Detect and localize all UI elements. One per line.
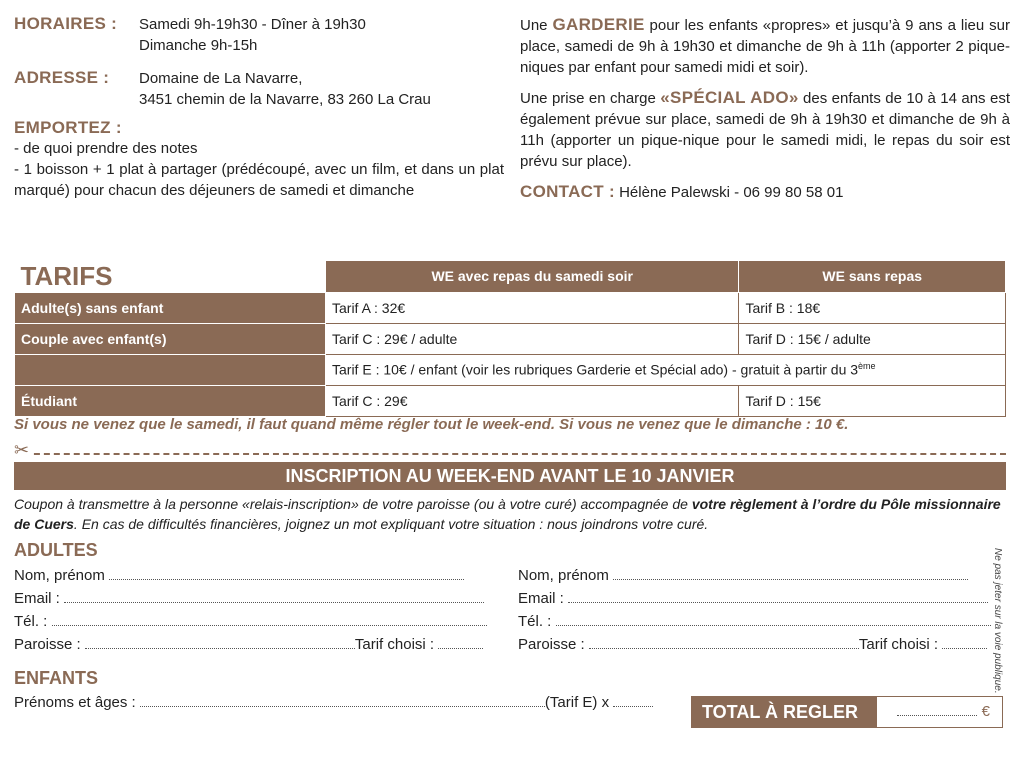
col-header-with-meal: WE avec repas du samedi soir <box>326 261 739 293</box>
side-note: Ne pas jeter sur la voie publique. <box>992 548 1003 694</box>
nom-field-1[interactable] <box>109 565 464 580</box>
total-box <box>691 696 1003 752</box>
enfants-title: ENFANTS <box>14 668 99 688</box>
row-label: Couple avec enfant(s) <box>15 323 326 354</box>
tel-field-2[interactable] <box>556 611 991 626</box>
total-label: TOTAL À REGLER : <box>692 697 877 727</box>
tarif-field-1[interactable] <box>438 634 483 649</box>
coupon-text: Coupon à transmettre à la personne «relais-inscription» de votre paroisse (ou à votre curé) accompagnée de votre règlement à l’ordre du Pôle missionnaire de Cuers. En cas de difficultés financières, joignez un mot expliquant votre situation : nous joindrons votre curé. <box>14 496 1001 532</box>
tarifs-title: TARIFS <box>20 260 113 291</box>
tariff-row <box>15 323 1006 354</box>
tariff-cell: Tarif D : 15€ / adulte <box>739 323 1006 354</box>
tariff-cell: Tarif B : 18€ <box>739 292 1006 323</box>
ado-paragraph: Une prise en charge «SPÉCIAL ADO» des enfants de 10 à 14 ans est également prévue sur place, samedi de 9h à 19h30 et dimanche de 9h à 11h (apporter un pique-nique pour le samedi midi, le repas du soir est prévu sur place). <box>520 88 1010 170</box>
tariff-cell: Tarif C : 29€ / adulte <box>326 323 739 354</box>
scissors-icon: ✂ <box>14 440 33 461</box>
weekend-note: Si vous ne venez que le samedi, il faut quand même régler tout le week-end. Si vous ne venez que le dimanche : 10 €. <box>14 416 849 433</box>
tarif-e-count-field[interactable] <box>613 692 653 707</box>
tariff-row <box>15 385 1006 416</box>
paroisse-field-1[interactable] <box>85 634 355 649</box>
info-right <box>520 14 1010 203</box>
tariff-cell: Tarif D : 15€ <box>739 385 1006 416</box>
ado-keyword: «SPÉCIAL ADO» <box>660 88 799 107</box>
contact-text: Hélène Palewski - 06 99 80 58 01 <box>619 184 844 201</box>
horaires-row <box>14 14 504 56</box>
email-field-2[interactable] <box>568 588 988 603</box>
horaires-label: HORAIRES : <box>14 14 118 33</box>
col-header-no-meal: WE sans repas <box>739 261 1006 293</box>
tariff-cell: Tarif A : 32€ <box>326 292 739 323</box>
enfants-line: Prénoms et âges : (Tarif E) x <box>14 691 653 714</box>
tarif-field-2[interactable] <box>942 634 987 649</box>
row-label: Étudiant <box>15 385 326 416</box>
horaires-line1: Samedi 9h-19h30 - Dîner à 19h30 <box>139 16 366 33</box>
emportez-label: EMPORTEZ : <box>14 118 122 137</box>
tariff-table <box>14 260 1006 417</box>
total-field[interactable]: € <box>877 697 1002 727</box>
nom-field-2[interactable] <box>613 565 968 580</box>
garderie-keyword: GARDERIE <box>552 15 645 34</box>
tel-field-1[interactable] <box>52 611 487 626</box>
paroisse-field-2[interactable] <box>589 634 859 649</box>
inscription-title: INSCRIPTION AU WEEK-END AVANT LE 10 JANVIER <box>14 462 1006 490</box>
adresse-line2: 3451 chemin de la Navarre, 83 260 La Crau <box>139 91 431 108</box>
contact-label: CONTACT : <box>520 182 615 201</box>
horaires-line2: Dimanche 9h-15h <box>139 37 258 54</box>
adresse-label: ADRESSE : <box>14 68 110 87</box>
info-left <box>14 14 504 201</box>
adult-form-1: Nom, prénom Email : Tél. : Paroisse : Tarif choisi : <box>14 564 494 656</box>
adult-form-2: Nom, prénom Email : Tél. : Paroisse : Tarif choisi : <box>518 564 998 656</box>
row-label: Adulte(s) sans enfant <box>15 292 326 323</box>
adresse-row <box>14 68 504 110</box>
tariff-row <box>15 292 1006 323</box>
adultes-title: ADULTES <box>14 540 98 560</box>
tariff-cell: Tarif C : 29€ <box>326 385 739 416</box>
emportez-line1: - de quoi prendre des notes <box>14 140 198 157</box>
emportez-block <box>14 118 504 201</box>
contact-line <box>520 181 1010 203</box>
garderie-paragraph: Une GARDERIE pour les enfants «propres» et jusqu’à 9 ans a lieu sur place, samedi de 9h à 19h30 et dimanche de 9h à 11h (apporter 2 pique-niques par enfant pour samedi midi et soir). <box>520 15 1011 76</box>
tariff-row <box>15 354 1006 385</box>
prenoms-field[interactable] <box>140 692 545 707</box>
email-field-1[interactable] <box>64 588 484 603</box>
emportez-line2: - 1 boisson + 1 plat à partager (prédécoupé, avec un film, et dans un plat marqué) pour chacun des déjeuners de samedi et dimanche <box>14 161 504 199</box>
adresse-line1: Domaine de La Navarre, <box>139 70 303 87</box>
cut-line <box>14 453 1006 455</box>
tariff-cell-wide: Tarif E : 10€ / enfant (voir les rubriques Garderie et Spécial ado) - gratuit à partir du 3ème <box>326 354 1006 385</box>
tariff-header-row <box>15 261 1006 293</box>
